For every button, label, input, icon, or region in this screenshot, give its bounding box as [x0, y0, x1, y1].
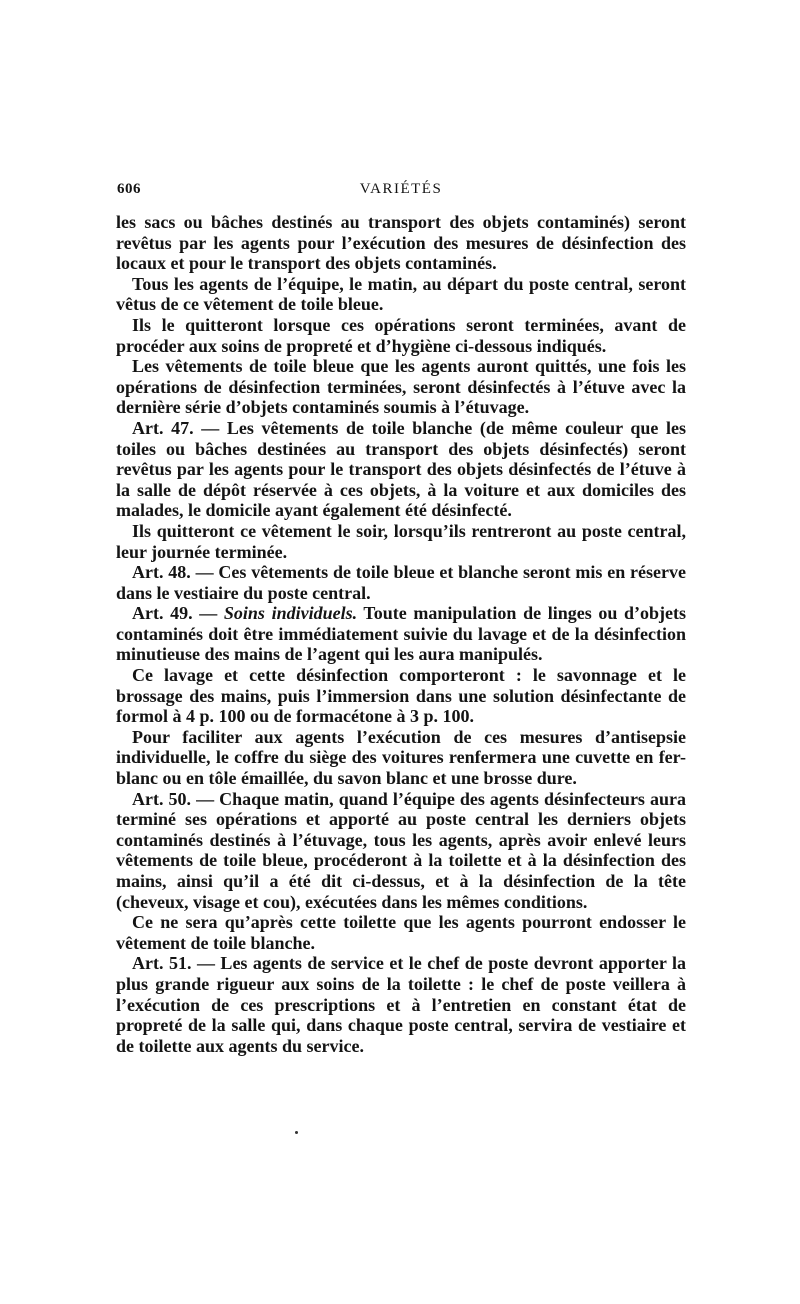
paragraph-art-51: Art. 51. — Les agents de service et le chef de poste devront apporter la plus grande rigueur aux soins de la toilette : le chef de poste veillera à l’exécution de ces prescriptions et à l’entretien en constant état de propreté de la salle qui, dans chaque poste central, servira de vestiaire et de toilette aux agents du service.	[116, 953, 686, 1056]
paragraph-9: Ce lavage et cette désinfection comporteront : le savonnage et le brossage des mains, puis l’immersion dans une solution désinfectante de formol à 4 p. 100 ou de formacétone à 3 p. 100.	[116, 665, 686, 727]
page-number: 606	[117, 181, 141, 197]
page-header	[117, 181, 685, 205]
running-title: VARIÉTÉS	[359, 181, 443, 197]
paragraph-art-47: Art. 47. — Les vêtements de toile blanche (de même couleur que les toiles ou bâches destinées au transport des objets désinfectés) seront revêtus par les agents pour le transport des objets désinfectés de l’étuve à la salle de dépôt réservée à ces objets, à la voiture et aux domiciles des malades, le domicile ayant également été désinfecté.	[116, 417, 686, 521]
paragraph-art-49: Art. 49. — Soins individuels. Toute manipulation de linges ou d’objets contaminés doit être immédiatement suivie du lavage et de la désinfection minutieuse des mains de l’agent qui les aura manipulés.	[116, 603, 687, 665]
paragraph-1: les sacs ou bâches destinés au transport des objets contaminés) seront revêtus par les agents pour l’exécution des mesures de désinfection des locaux et pour le transport des objets contaminés.	[116, 212, 686, 274]
paragraph-2: Tous les agents de l’équipe, le matin, au départ du poste central, seront vêtus de ce vêtement de toile bleue.	[116, 273, 686, 315]
paragraph-art-50: Art. 50. — Chaque matin, quand l’équipe des agents désinfecteurs aura terminé ses opérations et apporté au poste central les derniers objets contaminés destinés à l’étuvage, tous les agents, après avoir enlevé leurs vêtements de toile bleue, procéderont à la toilette et à la désinfection des mains, ainsi qu’il a été dit ci-dessus, et à la désinfection de la tête (cheveux, visage et cou), exécutées dans les mêmes conditions.	[116, 788, 686, 912]
paragraph-4: Les vêtements de toile bleue que les agents auront quittés, une fois les opérations de désinfection terminées, seront désinfectés à l’étuve avec la dernière série d’objets contaminés soumis à l’étuvage.	[116, 356, 686, 418]
paragraph-12: Ce ne sera qu’après cette toilette que les agents pourront endosser le vêtement de toile blanche.	[116, 912, 686, 953]
paragraph-10: Pour faciliter aux agents l’exécution de ces mesures d’antisepsie individuelle, le coffre du siège des voitures renfermera une cuvette en fer-blanc ou en tôle émaillée, du savon blanc et une brosse dure.	[116, 726, 686, 789]
body-text	[116, 212, 686, 1056]
paragraph-art-48: Art. 48. — Ces vêtements de toile bleue et blanche seront mis en réserve dans le vestiaire du poste central.	[116, 562, 686, 603]
paragraph-3: Ils le quitteront lorsque ces opérations seront terminées, avant de procéder aux soins de propreté et d’hygiène ci-dessous indiqués.	[116, 314, 686, 356]
italic-phrase: Soins individuels.	[223, 603, 358, 624]
paragraph-6: Ils quitteront ce vêtement le soir, lorsqu’ils rentreront au poste central, leur journée terminée.	[116, 520, 686, 562]
footer-dot	[295, 1131, 298, 1134]
